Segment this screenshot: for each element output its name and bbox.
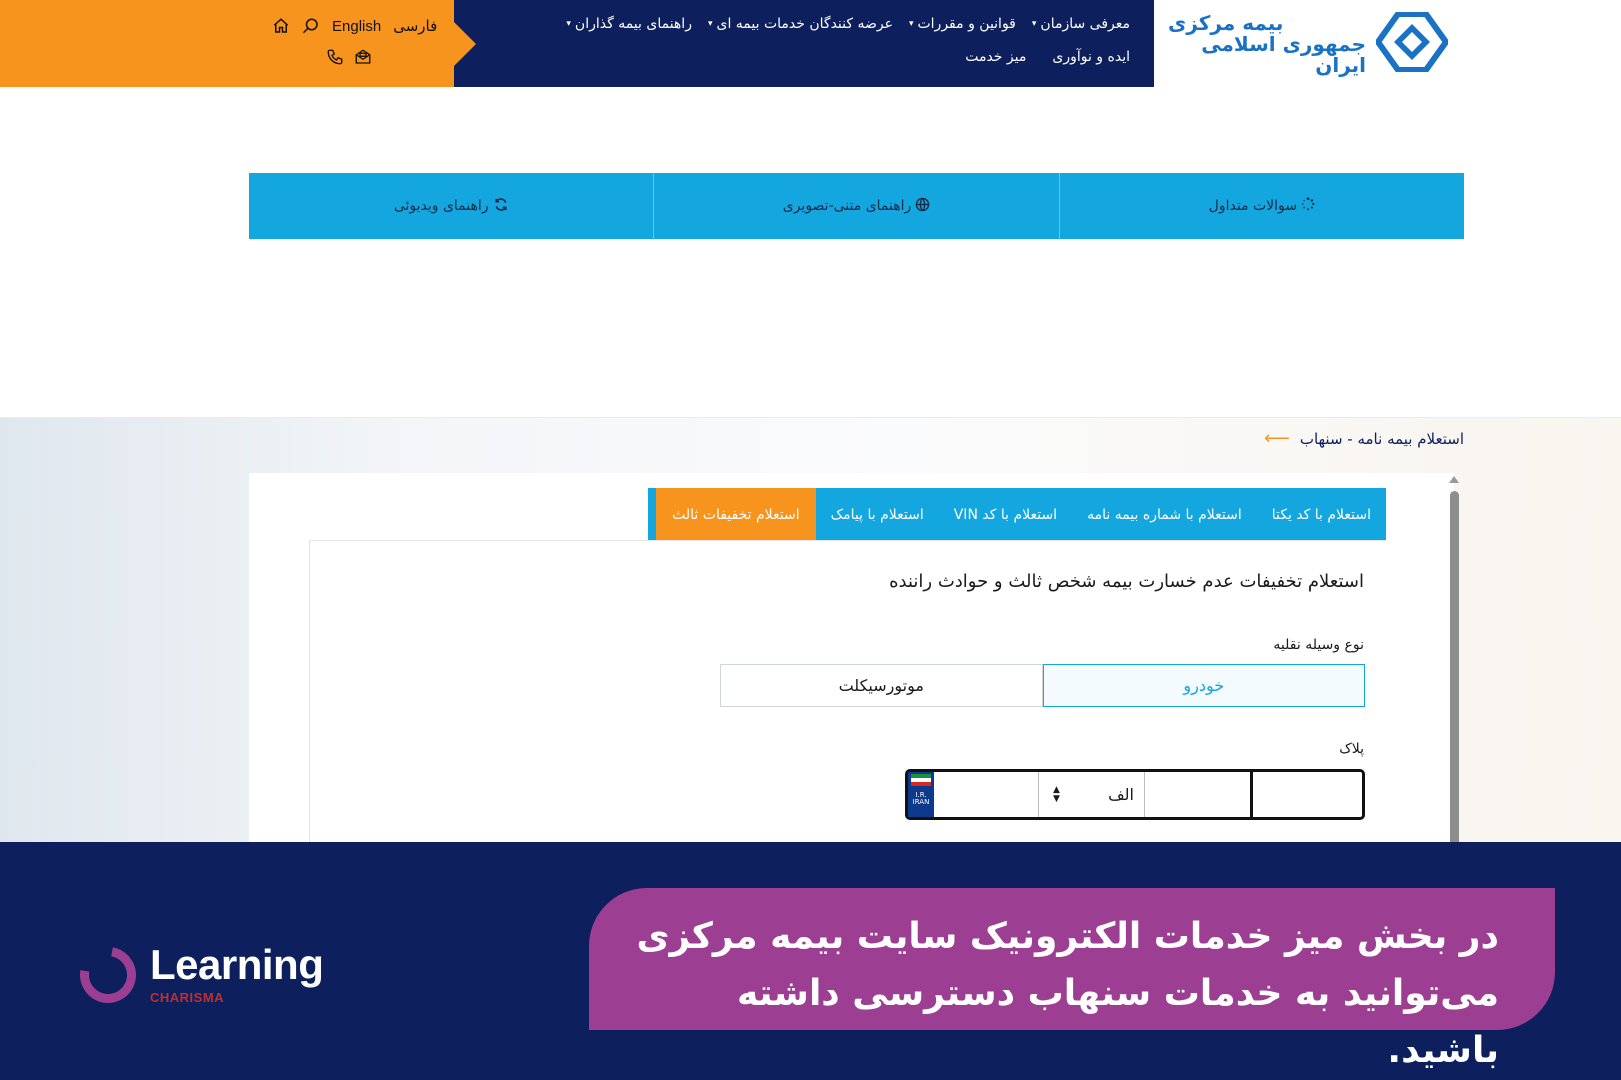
tab-unique-code[interactable]: استعلام با کد یکتا xyxy=(1271,506,1371,523)
scrollbar-thumb[interactable] xyxy=(1450,491,1459,851)
arrow-left-icon[interactable]: ⟵ xyxy=(1264,428,1290,449)
nav-item-label: عرضه کنندگان خدمات بیمه ای xyxy=(716,16,893,32)
license-plate-input xyxy=(905,769,1365,820)
nav-item-service-desk[interactable]: میز خدمت xyxy=(965,49,1027,65)
guide-faq[interactable] xyxy=(1059,173,1464,239)
tab-sms[interactable]: استعلام با پیامک xyxy=(830,506,924,523)
guide-text-image-label: راهنمای متنی-تصویری xyxy=(782,198,912,214)
utility-row xyxy=(272,14,437,38)
breadcrumb xyxy=(1264,428,1464,449)
chevron-down-icon: ▾ xyxy=(1031,19,1037,29)
brand-logo xyxy=(80,941,324,1005)
plate-field-number-3[interactable] xyxy=(934,772,1039,817)
contact-icons xyxy=(326,48,372,66)
select-arrows-icon: ▲ ▼ xyxy=(1053,785,1060,804)
brand-ring-icon xyxy=(69,936,147,1014)
chevron-down-icon: ▾ xyxy=(566,19,571,29)
plate-field-number-2[interactable] xyxy=(1145,772,1253,817)
caption-line-1: در بخش میز خدمات الکترونیک سایت بیمه مرکزی xyxy=(636,916,1499,957)
utility-bar-chevron xyxy=(454,22,476,66)
guide-video-label: راهنمای ویدیوئی xyxy=(393,198,489,214)
caption-line-2: می‌توانید به خدمات سنهاب دسترسی داشته باشید. xyxy=(737,973,1499,1071)
site-logo[interactable] xyxy=(1168,10,1448,77)
nav-item-label: راهنمای بیمه گذاران xyxy=(574,16,692,32)
iran-flag-icon xyxy=(908,772,934,817)
tab-vin-code[interactable]: استعلام با کد VIN xyxy=(953,506,1058,523)
scroll-up-icon[interactable] xyxy=(1449,476,1459,483)
brand-subtitle: CHARISMA xyxy=(150,990,225,1005)
inquiry-form xyxy=(309,540,1386,842)
nav-item-guides[interactable] xyxy=(566,16,692,32)
chevron-down-icon: ▾ xyxy=(908,19,914,29)
search-icon[interactable] xyxy=(302,17,320,35)
mail-icon[interactable] xyxy=(354,48,372,66)
banner-caption xyxy=(589,888,1555,1071)
globe-icon xyxy=(915,197,930,216)
nav-item-label: قوانین و مقررات xyxy=(917,16,1016,32)
main-nav xyxy=(454,0,1154,87)
nav-row-secondary xyxy=(965,49,1130,65)
form-title: استعلام تخفیفات عدم خسارت بیمه شخص ثالث و حوادث راننده xyxy=(889,571,1364,592)
tab-policy-number[interactable]: استعلام با شماره بیمه نامه xyxy=(1087,506,1242,523)
logo-line-1: بیمه مرکزی xyxy=(1168,10,1284,35)
plate-letter-value: الف xyxy=(1108,785,1134,804)
vehicle-type-label: نوع وسیله نقلیه xyxy=(1273,637,1364,653)
phone-icon[interactable] xyxy=(326,48,344,66)
refresh-icon xyxy=(493,197,509,216)
breadcrumb-label: استعلام بیمه نامه - سنهاب xyxy=(1299,429,1464,448)
inquiry-tabs xyxy=(648,488,1386,541)
nav-item-innovation[interactable]: ایده و نوآوری xyxy=(1052,49,1130,65)
vehicle-option-motorcycle[interactable]: موتورسیکلت xyxy=(720,664,1043,707)
logo-emblem-icon xyxy=(1376,12,1448,76)
home-icon[interactable] xyxy=(272,17,290,35)
spinner-icon xyxy=(1301,197,1315,215)
vehicle-type-toggle xyxy=(720,664,1365,707)
vehicle-option-car[interactable]: خودرو xyxy=(1043,664,1366,707)
lang-english-link[interactable]: English xyxy=(332,17,382,35)
nav-item-about[interactable] xyxy=(1032,16,1130,32)
brand-name: Learning xyxy=(150,941,324,988)
plate-field-region[interactable] xyxy=(1253,772,1362,817)
plate-letter-select[interactable] xyxy=(1039,772,1145,817)
logo-text xyxy=(1168,10,1366,77)
guide-text-image[interactable] xyxy=(653,173,1058,239)
nav-item-label: معرفی سازمان xyxy=(1040,16,1130,32)
guide-bar xyxy=(249,173,1464,239)
lang-farsi-link[interactable]: فارسی xyxy=(393,17,438,35)
nav-item-laws[interactable] xyxy=(909,16,1016,32)
chevron-down-icon: ▾ xyxy=(707,19,713,29)
plate-country-code: I.R. IRAN xyxy=(912,791,930,806)
guide-video[interactable] xyxy=(249,173,653,239)
nav-item-providers[interactable] xyxy=(708,16,893,32)
logo-line-2: جمهوری اسلامی ایران xyxy=(1201,31,1366,77)
plate-label: پلاک xyxy=(1339,741,1364,757)
nav-row-primary xyxy=(566,16,1130,32)
guide-faq-label: سوالات متداول xyxy=(1208,198,1298,214)
tab-third-party-discount[interactable]: استعلام تخفیفات ثالث xyxy=(656,488,815,541)
brand-text xyxy=(150,941,324,1005)
